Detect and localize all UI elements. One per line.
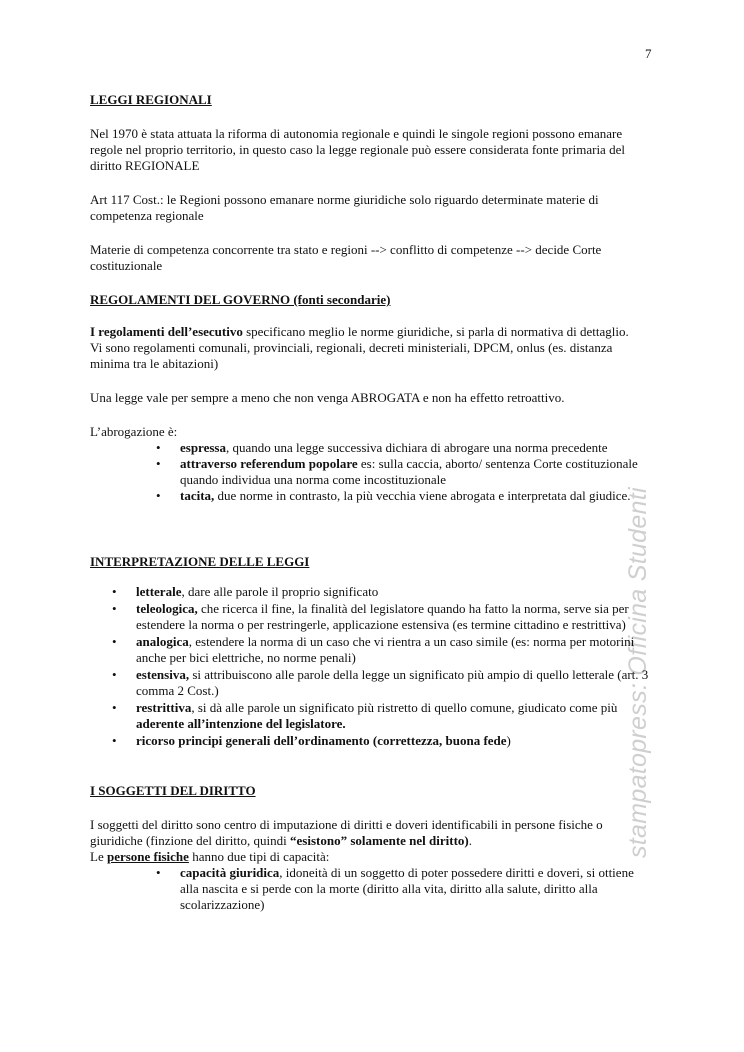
paragraph: Materie di competenza concorrente tra stato e regioni --> conflitto di competenze --> decide Corte costituzionale [90,242,602,273]
bold-term: “esistono” solamente nel diritto) [290,833,469,848]
interpretazione-list [136,584,650,749]
list-item [136,667,650,699]
list-item [180,488,650,504]
list-item [136,634,650,666]
bold-term: restrittiva [136,700,192,715]
heading-soggetti: I SOGGETTI DEL DIRITTO [90,783,256,798]
paragraph: L’abrogazione è: [90,424,178,439]
paragraph: Art 117 Cost.: le Regioni possono emanare norme giuridiche solo riguardo determinate materie di competenza regionale [90,192,599,223]
bold-term: ricorso principi generali dell’ordinamento (correttezza, buona fede [136,733,507,748]
page-number: 7 [645,46,652,61]
text: hanno due tipi di capacità: [188,849,330,864]
abrogazione-list [180,440,650,504]
text: , idoneità di un soggetto di poter possedere diritti e doveri, si ottiene alla nascita e si perde con la morte (diritto alla vita, diritto alla salute, diritto alla scolarizzazione) [180,865,634,912]
text: che ricerca il fine, la finalità del legislatore quando ha fatto la norma, serve sia per estendere la norma o per restringerle, applicazione estensiva (es termine cittadino e restrittiva) [136,601,629,632]
text: , estendere la norma di un caso che vi rientra a un caso simile (es: norma per motorini anche per bici elettriche, no norme penali) [136,634,635,665]
text: , quando una legge successiva dichiara di abrogare una norma precedente [225,440,608,455]
text: I soggetti del diritto sono centro di imputazione di diritti e doveri identificabili in persone fisiche o giuridiche (finzione del diritto, quindi [90,817,603,848]
document-body [90,92,650,913]
text: . [468,833,472,848]
paragraph: Nel 1970 è stata attuata la riforma di autonomia regionale e quindi le singole regioni possono emanare regole nel proprio territorio, in questo caso la legge regionale può essere considerata fonte primaria del diritto REGIONALE [90,126,625,173]
bold-term: analogica [136,634,189,649]
list-item [180,865,650,913]
paragraph: Una legge vale per sempre a meno che non venga ABROGATA e non ha effetto retroattivo. [90,390,565,405]
heading-regolamenti: REGOLAMENTI DEL GOVERNO (fonti secondarie) [90,292,391,307]
text: , si dà alle parole un significato più ristretto di quello comune, giudicato come più [191,700,618,715]
list-item [136,584,650,600]
paragraph [90,849,650,865]
paragraph [90,324,650,340]
text: Le [90,849,107,864]
text: due norme in contrasto, la più vecchia viene abrogata e interpretata dal giudice. [214,488,631,503]
list-item [180,456,650,488]
watermark: stampatopress: Officina Studenti [624,487,652,858]
text: specificano meglio le norme giuridiche, si parla di normativa di dettaglio. [242,324,629,339]
bold-term: espressa [180,440,226,455]
bold-term: aderente all’intenzione del legislatore. [136,716,346,731]
list-item [136,733,650,749]
bold-term: estensiva, [136,667,190,682]
bold-term: I regolamenti dell’esecutivo [90,324,243,339]
bold-term: capacità giuridica [180,865,280,880]
text: , dare alle parole il proprio significato [181,584,379,599]
text: es: sulla caccia, aborto/ sentenza Corte costituzionale quando individua una norma come incostituzionale [180,456,638,487]
bold-term: persone fisiche [106,849,189,864]
bold-term: attraverso referendum popolare [180,456,358,471]
bold-term: teleologica, [136,601,198,616]
capacita-list [180,865,650,913]
text: si attribuiscono alle parole della legge un significato più ampio di quello letterale (art. 3 comma 2 Cost.) [136,667,649,698]
list-item [136,601,650,633]
paragraph [90,817,650,849]
heading-leggi-regionali: LEGGI REGIONALI [90,92,212,107]
bold-term: tacita, [180,488,215,503]
text: ) [506,733,511,748]
heading-interpretazione: INTERPRETAZIONE DELLE LEGGI [90,554,310,569]
paragraph: Vi sono regolamenti comunali, provinciali, regionali, decreti ministeriali, DPCM, onlus (es. distanza minima tra le abitazioni) [90,340,613,371]
list-item [180,440,650,456]
list-item [136,700,650,732]
bold-term: letterale [136,584,182,599]
